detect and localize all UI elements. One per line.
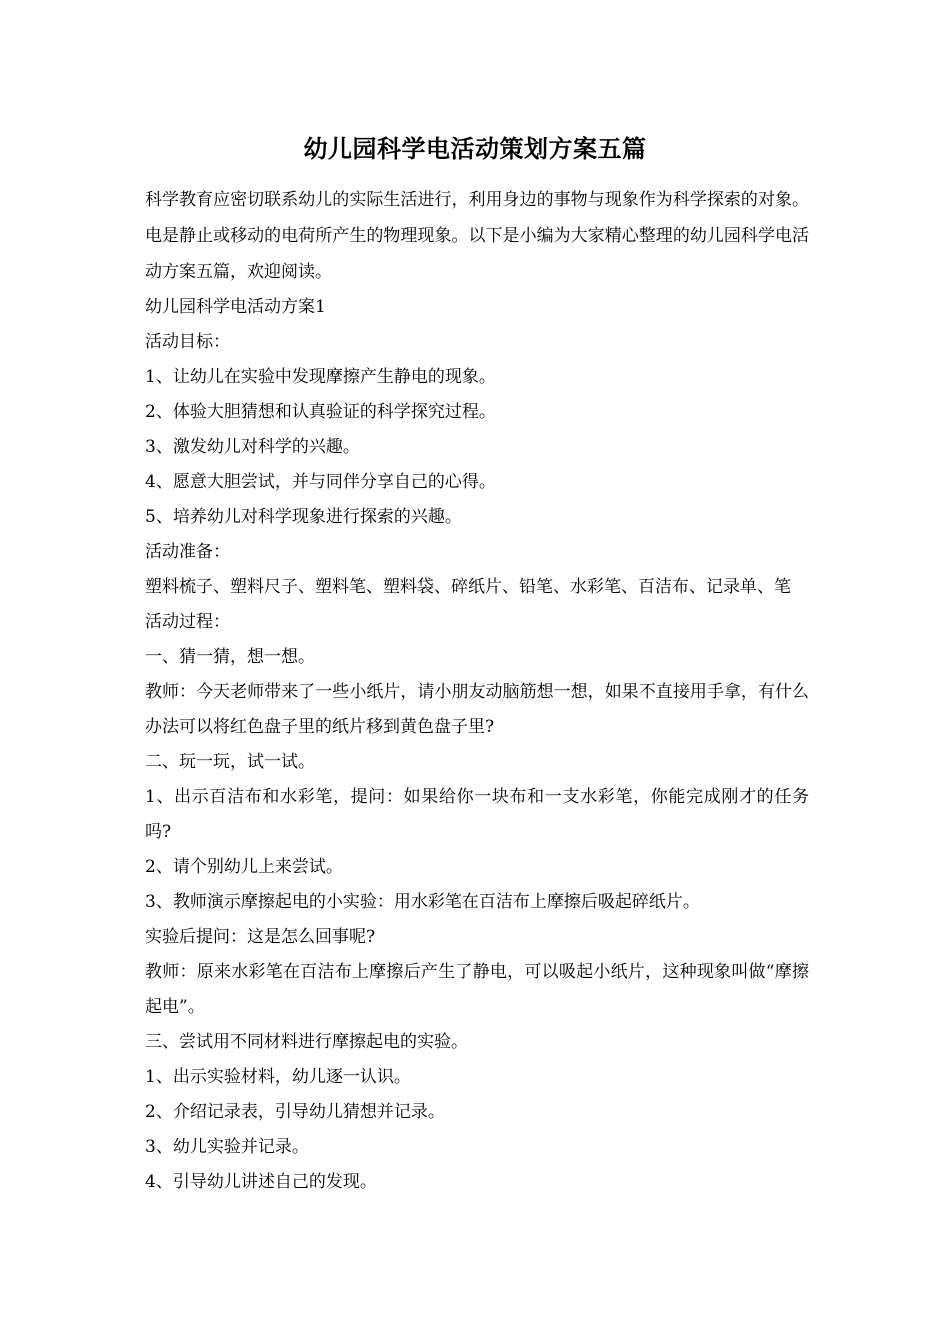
goal-item-1: 1、让幼儿在实验中发现摩擦产生静电的现象。 [145,367,496,387]
process-step-3-heading: 三、尝试用不同材料进行摩擦起电的实验。 [145,1032,468,1052]
goal-item-3: 3、激发幼儿对科学的兴趣。 [145,437,360,457]
teacher-explanation: 教师：原来水彩笔在百洁布上摩擦后产生了静电，可以吸起小纸片，这种现象叫做“摩擦起电”。 [145,962,809,1017]
heading-activity-preparation: 活动准备： [145,542,230,562]
experiment-question: 实验后提问：这是怎么回事呢? [145,927,376,947]
process-step-2-item-3: 3、教师演示摩擦起电的小实验：用水彩笔在百洁布上摩擦后吸起碎纸片。 [145,892,700,912]
intro-paragraph: 科学教育应密切联系幼儿的实际生活进行，利用身边的事物与现象作为科学探索的对象。电是静止或移动的电荷所产生的物理现象。以下是小编为大家精心整理的幼儿园科学电活动方案五篇，欢迎阅读。 [145,190,809,282]
process-step-1-heading: 一、猜一猜，想一想。 [145,647,315,667]
section-heading-plan-1: 幼儿园科学电活动方案1 [145,297,326,317]
process-step-2-item-1: 1、出示百洁布和水彩笔，提问：如果给你一块布和一支水彩笔，你能完成刚才的任务吗? [145,787,809,842]
heading-activity-goals: 活动目标： [145,332,230,352]
document-title: 幼儿园科学电活动策划方案五篇 [303,134,647,163]
process-step-1-text: 教师：今天老师带来了一些小纸片，请小朋友动脑筋想一想，如果不直接用手拿，有什么办法可以将红色盘子里的纸片移到黄色盘子里? [145,682,809,737]
goal-item-4: 4、愿意大胆尝试，并与同伴分享自己的心得。 [145,472,496,492]
process-step-3-item-4: 4、引导幼儿讲述自己的发现。 [145,1172,377,1192]
goal-item-2: 2、体验大胆猜想和认真验证的科学探究过程。 [145,402,496,422]
heading-activity-process: 活动过程： [145,612,230,632]
document-body [145,182,809,1200]
goal-item-5: 5、培养幼儿对科学现象进行探索的兴趣。 [145,507,462,527]
process-step-3-item-3: 3、幼儿实验并记录。 [145,1137,309,1157]
process-step-3-item-1: 1、出示实验材料，幼儿逐一认识。 [145,1067,411,1087]
preparation-materials: 塑料梳子、塑料尺子、塑料笔、塑料袋、碎纸片、铅笔、水彩笔、百洁布、记录单、笔 [145,577,791,597]
process-step-2-item-2: 2、请个别幼儿上来尝试。 [145,857,343,877]
process-step-2-heading: 二、玩一玩，试一试。 [145,752,315,772]
process-step-3-item-2: 2、介绍记录表，引导幼儿猜想并记录。 [145,1102,445,1122]
